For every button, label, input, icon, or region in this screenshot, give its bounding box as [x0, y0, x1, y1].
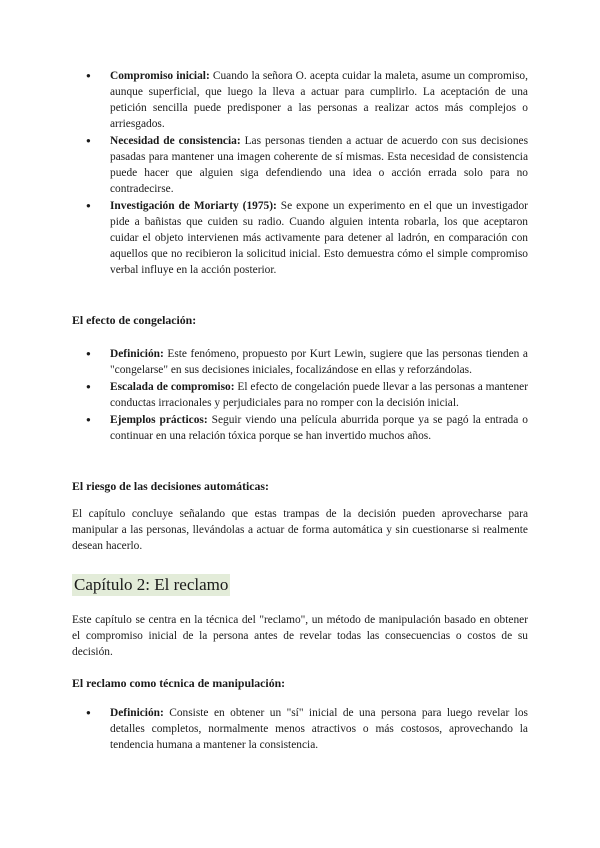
bullet-term: Necesidad de consistencia: [110, 135, 241, 147]
reclamo-bullet-list [72, 705, 528, 753]
bullet-term: Ejemplos prácticos: [110, 414, 208, 426]
chapter-title: Capítulo 2: El reclamo [74, 575, 229, 594]
bullet-term: Compromiso inicial: [110, 70, 210, 82]
bullet-text: Se expone un experimento en el que un investigador pide a bañistas que cuiden su radio. Cuando alguien intenta robarla, los que aceptaron cuidar el objeto intervienen más activamente para detener al ladrón, en comparación con aquellos que no recibieron la solicitud inicial. Esto demuestra cómo el simple compromiso verbal influye en la acción posterior. [110, 200, 528, 276]
consistency-bullet-list [72, 68, 528, 278]
bullet-term: Definición: [110, 348, 164, 360]
bullet-escalada-compromiso [72, 379, 528, 411]
bullet-text: Seguir viendo una película aburrida porque ya se pagó la entrada o continuar en una relación tóxica porque se han invertido muchos años. [110, 414, 528, 442]
bullet-term: Definición: [110, 707, 164, 719]
bullet-text: El efecto de congelación puede llevar a las personas a mantener conductas irracionales y perjudiciales para no romper con la decisión inicial. [110, 381, 529, 409]
bullet-investigacion-moriarty [72, 198, 528, 278]
section-heading-riesgo-decisiones: El riesgo de las decisiones automáticas: [72, 479, 269, 493]
bullet-necesidad-consistencia [72, 133, 528, 197]
section-heading-reclamo-tecnica: El reclamo como técnica de manipulación: [72, 676, 286, 690]
bullet-definicion-reclamo [72, 705, 528, 753]
bullet-definicion [72, 346, 528, 378]
section-heading-efecto-congelacion: El efecto de congelación: [72, 313, 197, 327]
bullet-compromiso-inicial [72, 68, 528, 132]
bullet-text: Consiste en obtener un "sí" inicial de una persona para luego revelar los detalles completos, normalmente menos atractivos o más costosos, aprovechando la tendencia humana a mantener la consistencia. [110, 707, 528, 751]
bullet-term: Investigación de Moriarty (1975): [110, 200, 277, 212]
chapter-intro-paragraph: Este capítulo se centra en la técnica del "reclamo", un método de manipulación basado en obtener el compromiso inicial de la persona antes de revelar todas las consecuencias o costos de su decisión. [72, 614, 528, 658]
freeze-bullet-list [72, 346, 528, 444]
risk-paragraph: El capítulo concluye señalando que estas trampas de la decisión pueden aprovecharse para manipular a las personas, llevándolas a actuar de forma automática y sin cuestionarse si realmente desean hacerlo. [72, 508, 528, 552]
bullet-text: Este fenómeno, propuesto por Kurt Lewin, sugiere que las personas tienden a "congelarse" en sus decisiones iniciales, focalizándose en ellas y reforzándolas. [110, 348, 528, 376]
bullet-ejemplos-practicos [72, 412, 528, 444]
page-content [72, 68, 528, 754]
bullet-text: Las personas tienden a actuar de acuerdo con sus decisiones pasadas para mantener una imagen coherente de sí mismas. Esta necesidad de consistencia puede hacer que alguien siga defendiendo una idea o acción errada solo para no contradecirse. [110, 135, 529, 195]
bullet-term: Escalada de compromiso: [110, 381, 235, 393]
bullet-text: Cuando la señora O. acepta cuidar la maleta, asume un compromiso, aunque superficial, que luego la lleva a actuar para cumplirlo. La aceptación de una petición sencilla puede predisponer a las personas a realizar actos más complejos o arriesgados. [110, 70, 528, 130]
